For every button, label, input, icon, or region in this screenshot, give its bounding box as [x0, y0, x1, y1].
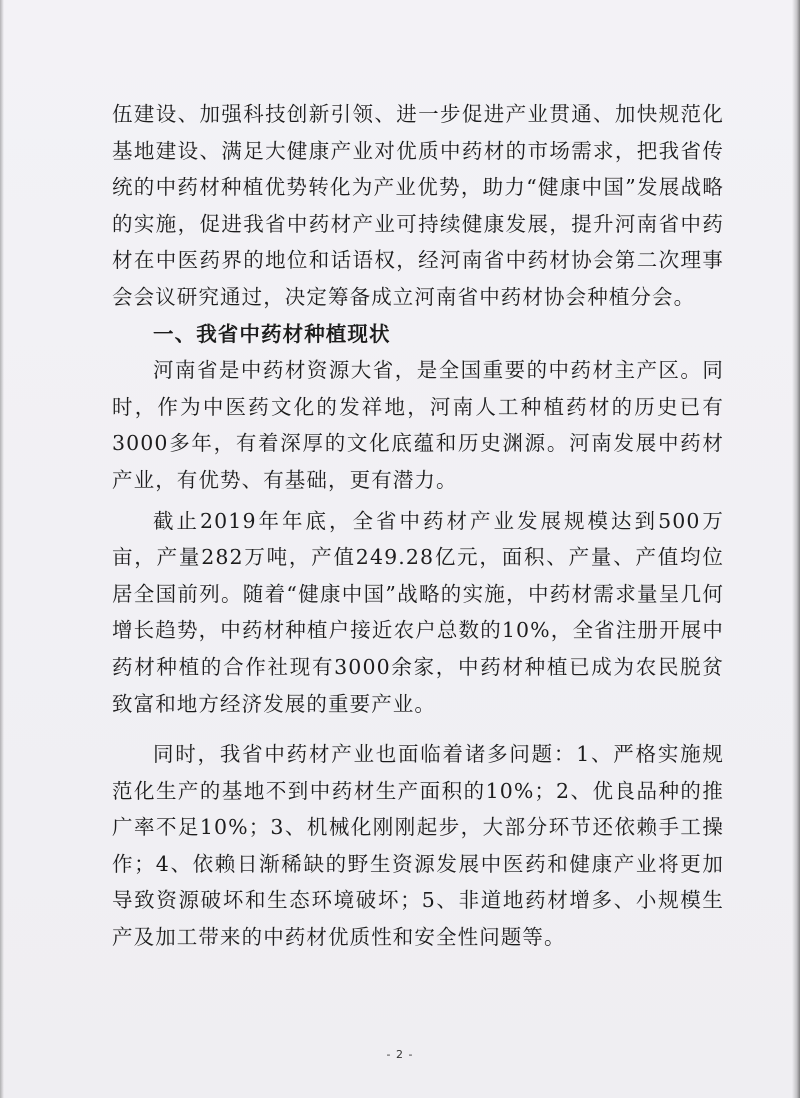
- document-body: [112, 96, 724, 956]
- paragraph-industry-scale: 截止2019年年底，全省中药材产业发展规模达到500万亩，产量282万吨，产值249.28亿元，面积、产量、产值均位居全国前列。随着“健康中国”战略的实施，中药材需求量呈几何增长趋势，中药材种植户接近农户总数的10%，全省注册开展中药材种植的合作社现有3000余家，中药材种植已成为农民脱贫致富和地方经济发展的重要产业。: [112, 508, 724, 716]
- scan-edge-left: [0, 0, 4, 1098]
- scan-edge-right: [792, 0, 800, 1098]
- section-heading: 一、我省中药材种植现状: [153, 321, 391, 346]
- paragraph-henan-resources: 河南省是中药材资源大省，是全国重要的中药材主产区。同时，作为中医药文化的发祥地，河南人工种植药材的历史已有3000多年，有着深厚的文化底蕴和历史渊源。河南发展中药材产业，有优势、有基础，更有潜力。: [112, 358, 724, 492]
- page-number: - 2 -: [386, 1048, 414, 1061]
- paragraph-continuation: 伍建设、加强科技创新引领、进一步促进产业贯通、加快规范化基地建设、满足大健康产业对优质中药材的市场需求，把我省传统的中药材种植优势转化为产业优势，助力“健康中国”发展战略的实施，促进我省中药材产业可持续健康发展，提升河南省中药材在中医药界的地位和话语权，经河南省中药材协会第二次理事会会议研究通过，决定筹备成立河南省中药材协会种植分会。: [112, 102, 724, 309]
- paragraph-problems: 同时，我省中药材产业也面临着诸多问题：1、严格实施规范化生产的基地不到中药材生产面积的10%；2、优良品种的推广率不足10%；3、机械化刚刚起步，大部分环节还依赖手工操作；4、依赖日渐稀缺的野生资源发展中医药和健康产业将更加导致资源破坏和生态环境破坏；5、非道地药材增多、小规模生产及加工带来的中药材优质性和安全性问题等。: [112, 742, 724, 950]
